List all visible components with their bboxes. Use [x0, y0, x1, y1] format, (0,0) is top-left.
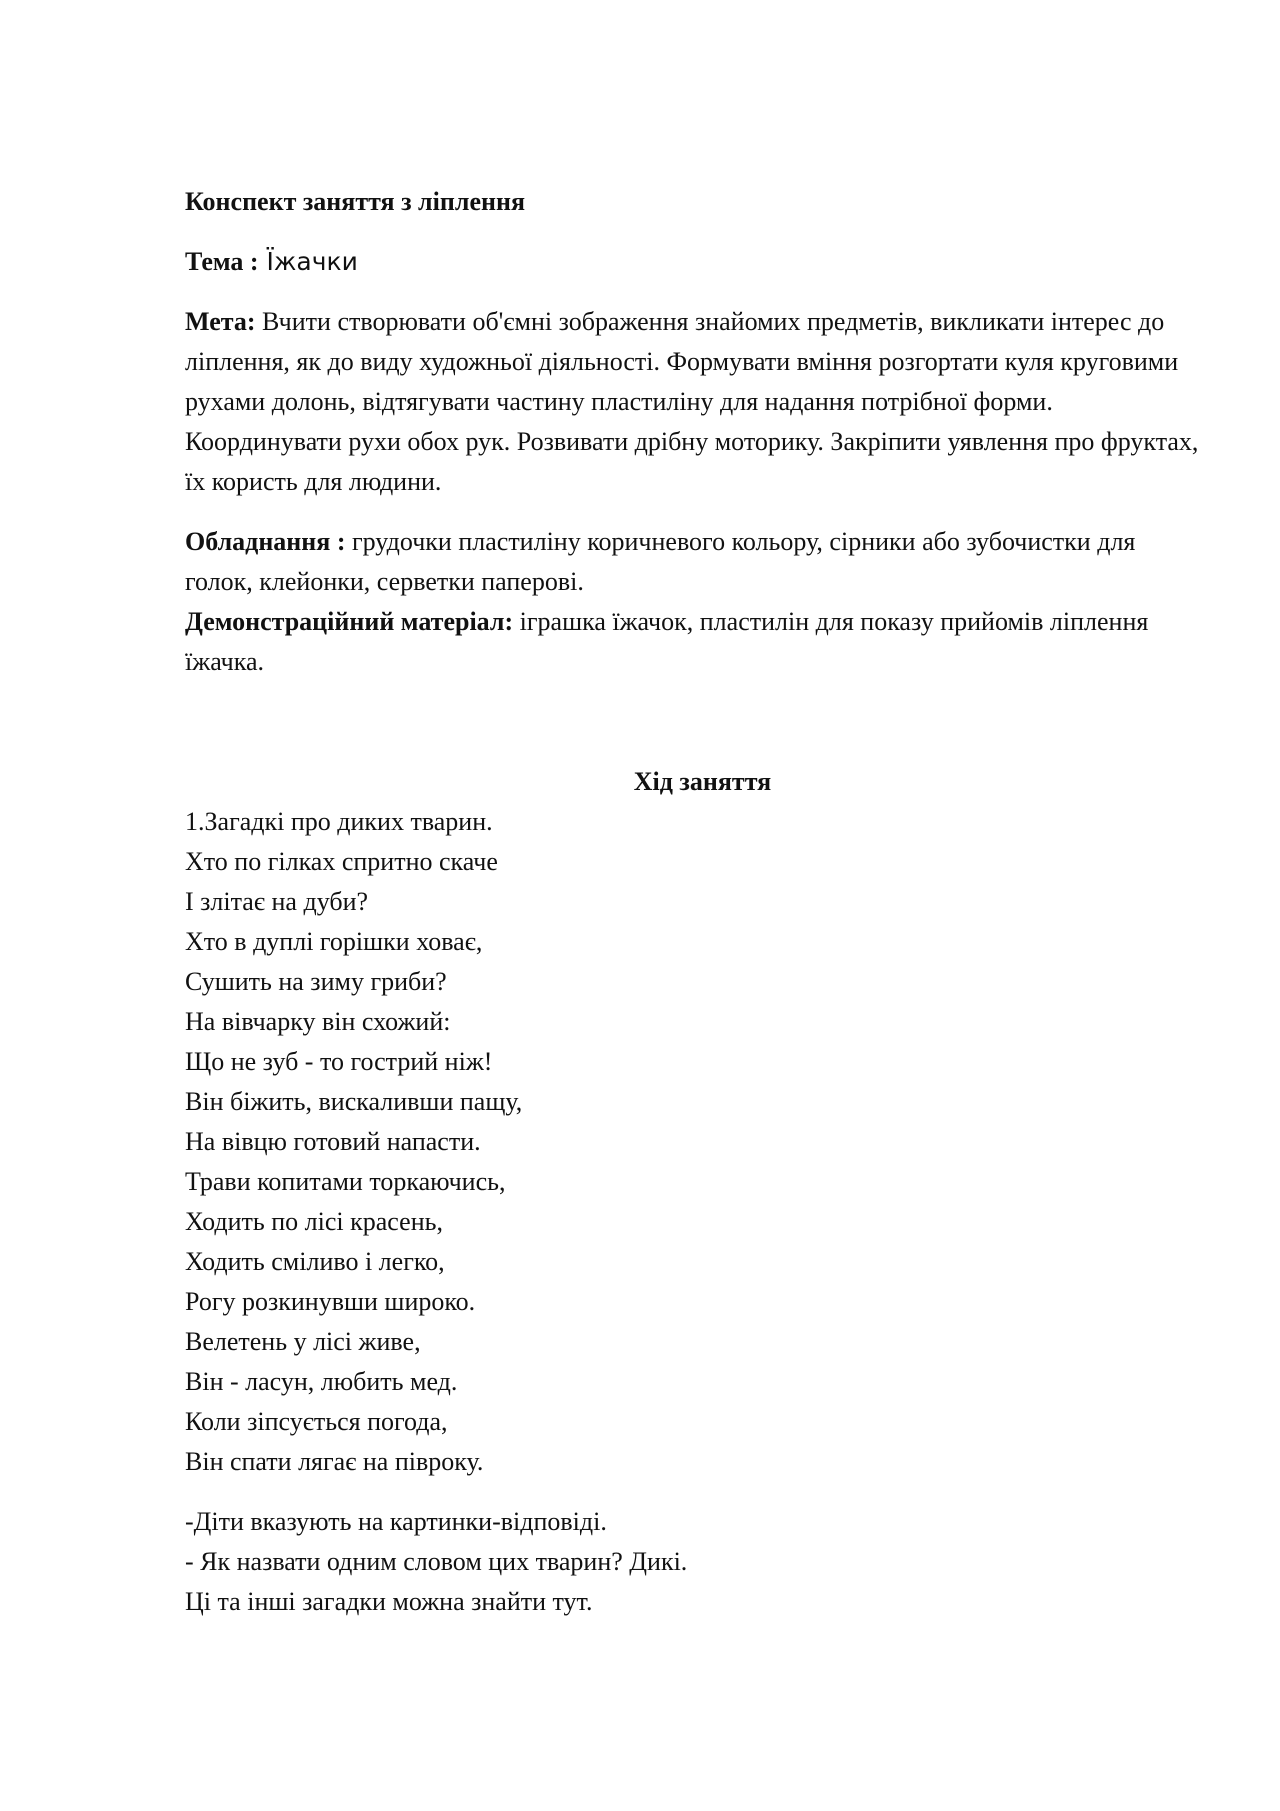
riddle-line: Хто по гілках спритно скаче [185, 847, 498, 876]
riddle-line: На вівчарку він схожий: [185, 1007, 451, 1036]
closing-line: - Як назвати одним словом цих тварин? Дикі. [185, 1547, 688, 1576]
riddle-line: На вівцю готовий напасти. [185, 1127, 481, 1156]
riddle-line: Рогу розкинувши широко. [185, 1287, 476, 1316]
riddle-line: Він біжить, вискаливши пащу, [185, 1087, 523, 1116]
equipment-text: грудочки пластиліну коричневого кольору, сірники або зубочистки для голок, клейонки, серветки паперові. [185, 527, 1136, 596]
theme-label: Тема : [185, 247, 259, 276]
riddle-line: Велетень у лісі живе, [185, 1327, 421, 1356]
riddle-line: Хто в дуплі горішки ховає, [185, 927, 483, 956]
closing-line: Ці та інші загадки можна знайти тут. [185, 1587, 593, 1616]
section-title: Хід заняття [633, 767, 772, 796]
riddle-line: Сушить на зиму гриби? [185, 967, 447, 996]
equipment-paragraph [185, 522, 1200, 602]
demo-material-text: іграшка їжачок, пластилін для показу прийомів ліплення їжачка. [185, 607, 1149, 676]
riddle-line: Він - ласун, любить мед. [185, 1367, 458, 1396]
theme-value: Їжачки [258, 247, 358, 276]
riddle-line: 1.Загадкі про диких тварин. [185, 807, 493, 836]
goal-label: Мета: [185, 307, 256, 336]
equipment-label: Обладнання : [185, 527, 346, 556]
goal-text: Вчити створювати об'ємні зображення знайомих предметів, викликати інтерес до ліплення, як до виду художньої діяльності. Формувати вміння розгортати куля круговими рухами долонь, відтягувати частину пластиліну для надання потрібної форми. Координувати рухи обох рук. Розвивати дрібну моторику. Закріпити уявлення про фруктах, їх користь для людини. [185, 307, 1199, 496]
closing-block [185, 1502, 1200, 1622]
goal-paragraph [185, 302, 1200, 502]
demo-material-label: Демонстраційний матеріал: [185, 607, 514, 636]
demo-material-paragraph [185, 602, 1200, 682]
riddles-block [185, 802, 1200, 1482]
riddle-line: Що не зуб - то гострий ніж! [185, 1047, 493, 1076]
riddle-line: Ходить по лісі красень, [185, 1207, 443, 1236]
riddle-line: Він спати лягає на півроку. [185, 1447, 484, 1476]
riddle-line: І злітає на дуби? [185, 887, 369, 916]
document-title: Конспект заняття з ліплення [185, 187, 526, 216]
theme-line [185, 242, 1200, 282]
document-page [185, 182, 1200, 1622]
riddle-line: Ходить сміливо і легко, [185, 1247, 445, 1276]
riddle-line: Трави копитами торкаючись, [185, 1167, 506, 1196]
riddle-line: Коли зіпсується погода, [185, 1407, 448, 1436]
closing-line: -Діти вказують на картинки-відповіді. [185, 1507, 607, 1536]
